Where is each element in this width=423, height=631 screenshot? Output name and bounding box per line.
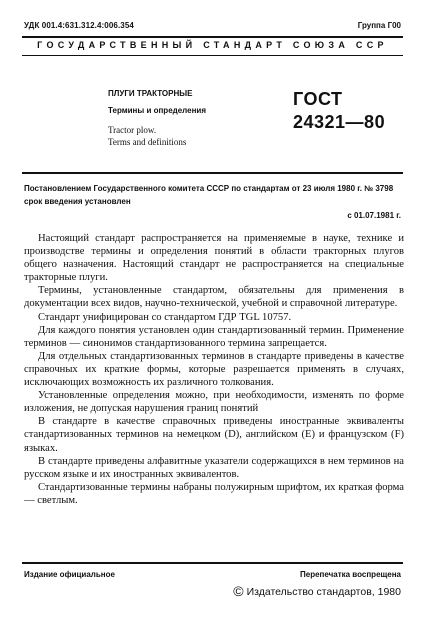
group-code: Группа Г00 [357,21,401,30]
gost-designation [293,88,385,134]
copyright [233,583,401,599]
standard-line: ГОСУДАРСТВЕННЫЙ СТАНДАРТ СОЮЗА ССР [37,40,388,50]
header-rule-top [22,36,403,38]
body-paragraph: Стандартизованные термины набраны полужирным шрифтом, их краткая форма — светлым. [24,481,404,506]
body-paragraph: В стандарте приведены алфавитные указатели содержащихся в нем терминов на русском языке и их иностранных эквивалентов. [24,455,404,480]
copyright-icon: © [233,583,244,599]
effective-date: с 01.07.1981 г. [347,211,401,220]
title-rule [22,172,403,174]
body-paragraph: В стандарте в качестве справочных приведены иностранные эквиваленты стандартизованных терминов на немецком (D), английском (E) и французском (F) языках. [24,416,404,454]
body-paragraph: Установленные определения можно, при необходимости, изменять по форме изложения, не допуская нарушения границ понятий [24,390,404,415]
body-paragraph: Термины, установленные стандартом, обязательны для применения в документации всех видов, научно-технической, учебной и справочной литературе. [24,285,404,310]
body-paragraph: Для каждого понятия установлен один стандартизованный термин. Применение терминов — синонимов стандартизованного термина запрещается. [24,324,404,349]
subtitle-en: Terms and definitions [108,137,187,147]
reprint-notice: Перепечатка воспрещена [300,570,401,579]
subtitle-ru: Термины и определения [108,106,207,115]
body-text [24,232,404,507]
body-paragraph: Для отдельных стандартизованных терминов в стандарте приведены в качестве справочных их краткие формы, которые разрешается применять в случаях, исключающих возможность их различного толкования. [24,350,404,389]
title-en: Tractor plow. [108,125,157,135]
body-paragraph: Стандарт унифицирован со стандартом ГДР TGL 10757. [38,311,292,323]
gost-label: ГОСТ [293,89,343,109]
copyright-text: Издательство стандартов, 1980 [246,586,401,598]
body-paragraph: Настоящий стандарт распространяется на применяемые в науке, технике и производстве термины и определения понятий в области тракторных плугов общего назначения. Настоящий стандарт не распространяется на специальные тракторные плуги. [24,233,404,284]
header-rule-bottom [22,55,403,56]
title-block [108,89,278,148]
decree-text: Постановлением Государственного комитета СССР по стандартам от 23 июля 1980 г. № 3798 срок введения установлен [24,184,394,206]
title-ru: ПЛУГИ ТРАКТОРНЫЕ [108,89,193,98]
official-edition: Издание официальное [24,570,115,579]
udk-code: УДК 001.4:631.312.4:006.354 [24,21,134,30]
footer-rule [22,562,403,564]
gost-number: 24321—80 [293,112,386,132]
